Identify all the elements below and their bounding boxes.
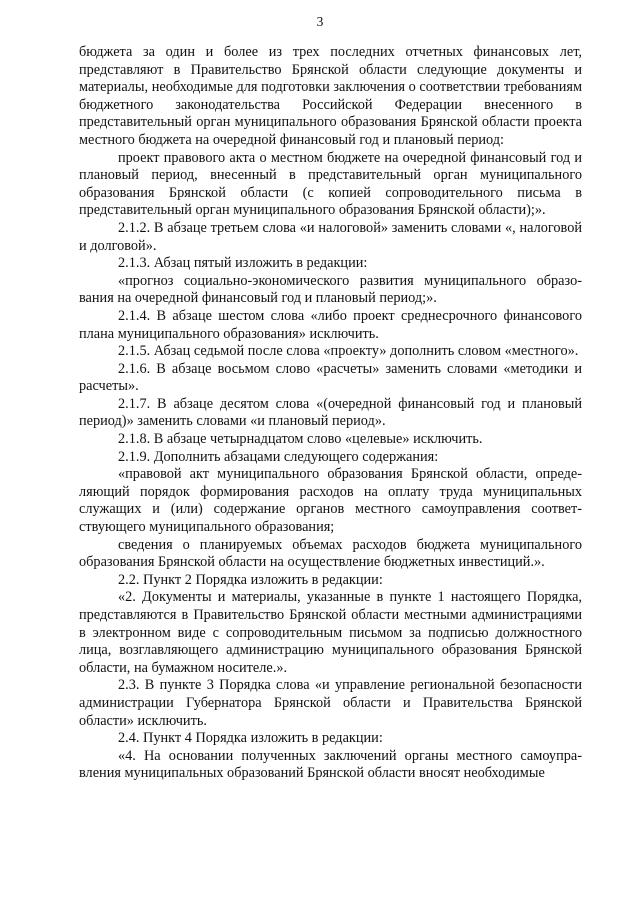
paragraph: 2.1.4. В абзаце шестом слова «либо проект среднесрочного финансового плана муниципального образования» исключить. — [79, 307, 582, 342]
paragraph: 2.1.3. Абзац пятый изложить в редакции: — [118, 255, 368, 272]
paragraph: 2.1.7. В абзаце десятом слова «(очередной финансовый год и плановый период)» заменить словами «и плановый период». — [79, 395, 582, 430]
paragraph: «правовой акт муниципального образования Брянской области, определяющий порядок формирования расходов на оплату труда муниципальных служащих и (или) содержание органов местного самоуправления соответствующего муниципального образования; — [79, 466, 582, 536]
document-body — [79, 44, 582, 783]
paragraph: «2. Документы и материалы, указанные в пункте 1 настоящего Порядка, представляются в Правительство Брянской области местными администрациями в электронном виде с сопроводительным письмом за подписью должностного лица, возглавляющего администрацию муниципального образования Брянской области, на бумажном носителе.». — [79, 589, 582, 676]
paragraph: 2.1.5. Абзац седьмой после слова «проекту» дополнить словом «местного». — [118, 343, 579, 360]
paragraph: 2.1.2. В абзаце третьем слова «и налоговой» заменить словами «, налоговой и долговой». — [79, 219, 582, 254]
page-number: 3 — [316, 14, 324, 29]
paragraph: «прогноз социально-экономического развития муниципального образования на очередной финансовый год и плановый период;». — [79, 272, 582, 307]
paragraph: 2.1.9. Дополнить абзацами следующего содержания: — [118, 448, 439, 465]
paragraph: «4. На основании полученных заключений органы местного самоуправления муниципальных образований Брянской области вносят необходимые — [79, 747, 582, 782]
paragraph: 2.3. В пункте 3 Порядка слова «и управление региональной безопасности администрации Губернатора Брянской области и Правительства Брянской области» исключить. — [79, 677, 582, 729]
paragraph: проект правового акта о местном бюджете на очередной финансовый год и плановый период, внесенный в представительный орган муниципального образования Брянской области (с копией сопроводительного письма в представительный орган муниципального образования Брянской области);». — [79, 149, 582, 219]
paragraph: бюджета за один и более из трех последних отчетных финансовых лет, представляют в Правительство Брянской области следующие документы и материалы, необходимые для подготовки заключения о соответствии требованиям бюджетного законодательства Российской Федерации внесенного в представительный орган муниципального образования Брянской области проекта местного бюджета на очередной финансовый год и плановый период: — [79, 44, 582, 148]
paragraph: сведения о планируемых объемах расходов бюджета муниципального образования Брянской области на осуществление бюджетных инвестиций.». — [79, 536, 582, 571]
paragraph: 2.4. Пункт 4 Порядка изложить в редакции: — [118, 730, 383, 747]
paragraph: 2.1.8. В абзаце четырнадцатом слово «целевые» исключить. — [118, 431, 483, 448]
paragraph: 2.2. Пункт 2 Порядка изложить в редакции: — [118, 571, 383, 588]
paragraph: 2.1.6. В абзаце восьмом слово «расчеты» заменить словами «методики и расчеты». — [79, 360, 582, 395]
